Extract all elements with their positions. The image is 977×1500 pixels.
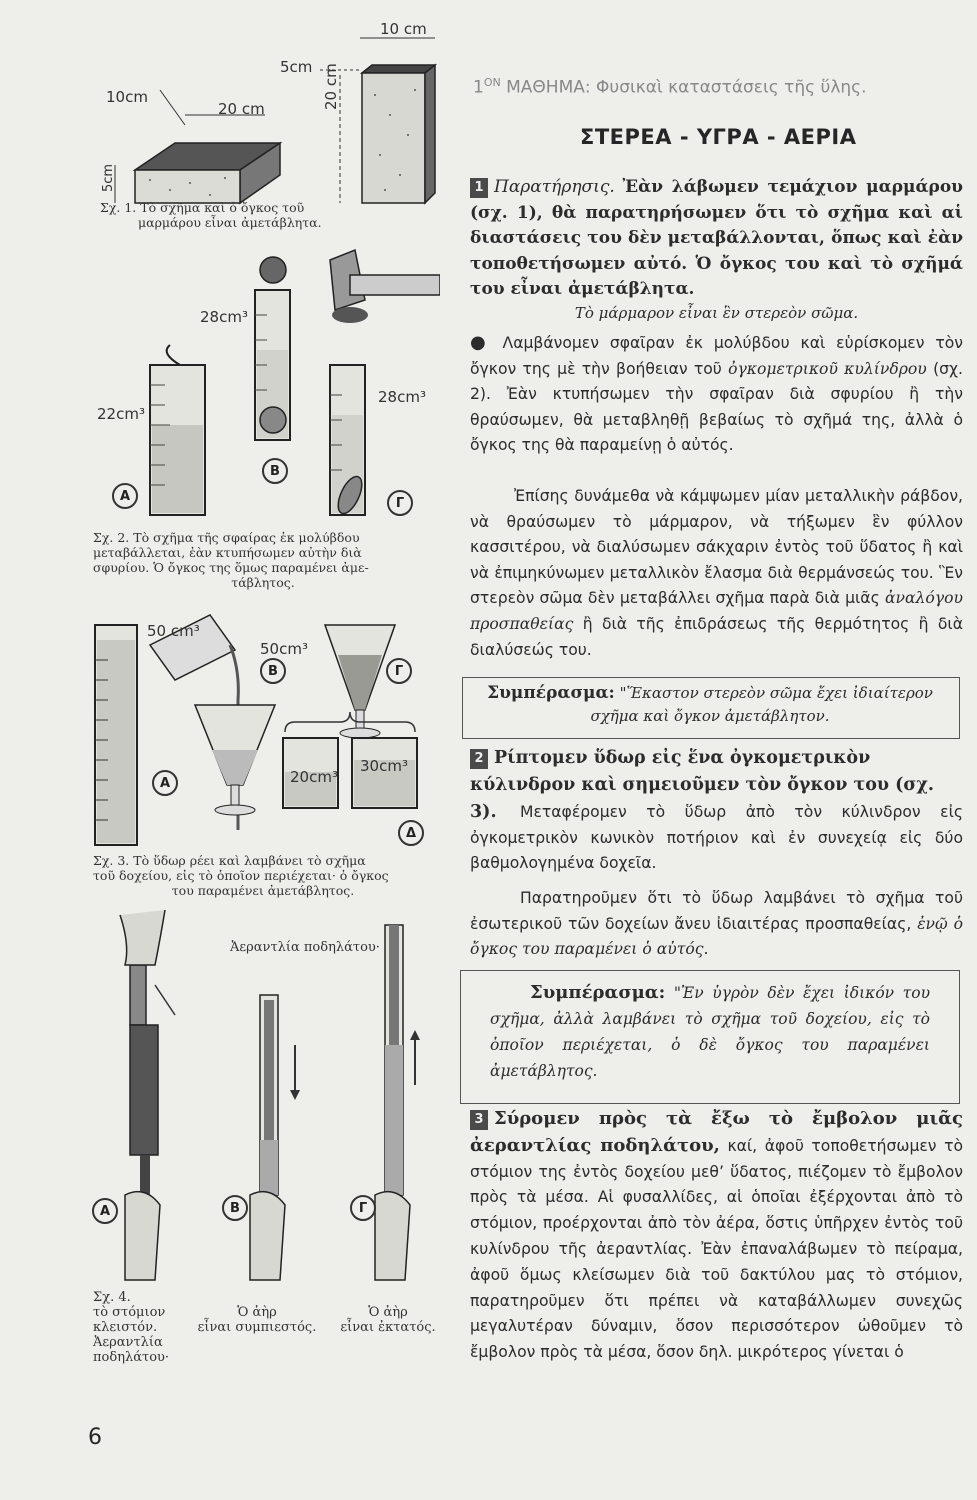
fig4-cap-line5: ποδηλάτου· [93,1350,170,1365]
figure-1-marble-blocks [90,15,450,215]
fig4-cap-line2: τὸ στόμιον [93,1305,166,1320]
section-3-heading: Σύρομεν πρὸς τὰ ἔξω τὸ ἔμβολον μιᾶς ἀεραντλίας ποδηλάτου, [470,1108,963,1156]
label-g-fig4: Γ [350,1195,376,1221]
fig4-cap-line3: κλειστόν. [93,1320,158,1335]
figure-1-caption [100,200,400,230]
volume-30cm3: 30cm³ [360,757,408,775]
figure-4-title: Ἀεραντλία ποδηλάτου· [230,940,380,955]
volume-22cm3: 22cm³ [97,405,145,423]
dim-10cm-top: 10 cm [380,20,427,38]
lead-sphere-text-a: Λαμβάνομεν σφαῖραν ἐκ μολύβδου καὶ εὑρίσκομεν τὸν ὄγκον της μὲ τὴν βοήθειαν τοῦ [470,334,963,378]
figure-4-caption-a [93,1290,203,1365]
solid-body-text-c: ἢ διὰ τῆς ἐπιδράσεως τῆς θερμότητος ἢ διὰ διαλύσεώς του. [470,614,963,659]
bullet-icon: ● [470,332,492,353]
dim-10cm-left: 10cm [106,88,148,106]
section-3-paragraph [470,1106,963,1366]
figure-3-caption-line3: του παραμένει ἀμετάβλητος. [171,883,355,898]
label-b-fig3: Β [260,658,286,684]
label-a-fig4: Α [92,1198,118,1224]
marble-solid-line [470,304,963,322]
lesson-number: 1 [473,77,484,98]
section-2-para-1: Μεταφέρομεν τὸ ὕδωρ ἀπὸ τὸν κύλινδρον εἰς ὀγκομετρικὸν κωνικὸν ποτήριον καὶ ἐν συνεχείᾳ εἰς δύο βαθμολογημένα δοχεῖα. [470,803,963,873]
figure-3-caption-line2: τοῦ δοχείου, εἰς τὸ ὁποῖον περιέχεται· ὁ ὄγκος [93,868,389,883]
dim-5cm-vertical: 5cm [101,163,116,192]
marble-solid-text: Τὸ μάρμαρον εἶναι ἓν στερεὸν σῶμα. [574,304,859,322]
conclusion-1 [475,682,945,728]
lesson-heading [473,76,867,98]
figure-1-caption-line1: Σχ. 1. Τὸ σχῆμα καὶ ὁ ὄγκος τοῦ [100,200,305,215]
fig4-cap-line1: Σχ. 4. [93,1290,131,1305]
section-2-para-2-b: ἐνῷ ὁ ὄγκος του παραμένει ὁ αὐτός. [470,914,963,959]
figure-1-caption-line2: μαρμάρου εἶναι ἀμετάβλητα. [138,215,322,230]
section-1-observation [470,175,963,303]
conclusion-2-text: "Ἐν ὑγρὸν δὲν ἔχει ἰδικόν του σχῆμα, ἀλλὰ λαμβάνει τὸ σχῆμα τοῦ δοχείου, εἰς τὸ ὁποῖον περιέχεται, ὁ δὲ ὄγκος του παραμένει ἀμετάβλητος. [490,984,930,1080]
figure-2-caption-line1: Σχ. 2. Τὸ σχῆμα τῆς σφαίρας ἐκ μολύβδου [93,530,360,545]
volume-20cm3: 20cm³ [290,768,338,786]
figure-2-caption [93,530,433,590]
conclusion-2-label: Συμπέρασμα: [530,982,666,1003]
figure-4-caption-b [192,1305,322,1335]
figure-4-bicycle-pumps [100,905,450,1290]
lead-sphere-text-b: ὀγκομετρικοῦ κυλίνδρου [728,359,927,378]
figure-3-water-containers [90,600,450,850]
label-a-fig3: Α [152,770,178,796]
section-3-number: 3 [470,1110,488,1130]
label-b-fig2: Β [262,458,288,484]
solid-body-paragraph [470,484,963,663]
figure-3-caption [93,853,433,898]
figure-3-caption-line1: Σχ. 3. Τὸ ὕδωρ ρέει καὶ λαμβάνει τὸ σχῆμα [93,853,366,868]
lead-sphere-paragraph [470,330,963,459]
volume-28cm3-g: 28cm³ [378,388,426,406]
section-2-number: 2 [470,749,488,769]
volume-50cm3-b: 50cm³ [260,640,308,658]
conclusion-1-label: Συμπέρασμα: [487,683,615,703]
dim-5cm: 5cm [280,58,313,76]
page-number: 6 [88,1425,102,1450]
figure-2-caption-line4: τάβλητος. [231,575,295,590]
lead-sphere-text-c: (σχ. 2). Ἐὰν κτυπήσωμεν τὴν σφαῖραν διὰ σφυρίου ἢ τὴν θραύσωμεν, θὰ μεταβληθῇ βεβαίως τὸ σχῆμά της, ἀλλὰ ὁ ὄγκος της θὰ παραμείνῃ ὁ αὐτός. [470,359,963,455]
conclusion-2 [490,980,930,1084]
lesson-superscript: ΟΝ [483,76,501,89]
fig4-cap-line4: Ἀεραντλία [93,1335,163,1350]
label-g-fig2: Γ [387,490,413,516]
figure-2-caption-line3: σφυρίου. Ὁ ὄγκος της ὅμως παραμένει ἀμε- [93,560,369,575]
observation-text: Ἐὰν λάβωμεν τεμάχιον μαρμάρου (σχ. 1), θὰ παρατηρήσωμεν ὅτι τὸ σχῆμα καὶ αἱ διαστάσεις του δὲν μεταβάλλονται, ὅπως καὶ ἐὰν τοποθετήσωμεν αὐτό. Ὁ ὄγκος του καὶ τὸ σχῆμά του εἶναι ἀμετάβλητα. [470,177,963,300]
label-d-fig3: Δ [398,820,424,846]
solid-body-text-a: Ἐπίσης δυνάμεθα νὰ κάμψωμεν μίαν μεταλλικὴν ράβδον, νὰ θραύσωμεν τὸ μάρμαρον, νὰ τήξωμεν ἓν φύλλον κασσιτέρου, νὰ διαλύσωμεν σάκχαριν ἐντὸς τοῦ ὕδατος ἢ καὶ νὰ ἐπιμηκύνωμεν μεταλλικὸν ἔλασμα διὰ θερμάνσεώς του. Ἓν στερεὸν σῶμα δὲν μεταβάλλει σχῆμα παρὰ διὰ μιᾶς [470,487,963,608]
figure-2-caption-line2: μεταβάλλεται, ἐὰν κτυπήσωμεν αὐτὴν διὰ [93,545,362,560]
section-3-text: καί, ἀφοῦ τοποθετήσωμεν τὸ στόμιον της ἐντὸς δοχείου μεθ’ ὕδατος, πιέζομεν τὸ ἔμβολον πρὸς τὰ μέσα. Αἱ φυσαλλίδες, αἱ ὁποῖαι ἐξέρχονται ἀπὸ τὸ στόμιον, προέρχονται ἀπὸ τὸν ἀέρα, ὅστις ὑπῆρχεν ἐντὸς τοῦ κυλίνδρου τῆς ἀεραντλίας. Ἐὰν ἐπαναλάβωμεν τὸ πείραμα, ἀφοῦ ὅμως κλείσωμεν διὰ τοῦ δακτύλου μας τὸ στόμιον, παρατηροῦμεν ὅτι πρέπει νὰ καταβάλλωμεν συνεχῶς μεγαλυτέραν δύναμιν, ὅσον περισσότερον ὠθοῦμεν τὸ ἔμβολον πρὸς τὰ μέσα, ὅσον δηλ. μικρότερος γίνεται ὁ [470,1136,963,1362]
section-2-heading-text: Ρίπτομεν ὕδωρ εἰς ἕνα ὀγκομετρικὸν κύλινδρον καὶ σημειοῦμεν τὸν ὄγκον του (σχ. 3). [470,748,934,822]
label-g-fig3: Γ [386,658,412,684]
conclusion-1-text: "Ἕκαστον στερεὸν σῶμα ἔχει ἰδιαίτερον σχῆμα καὶ ὄγκον ἀμετάβλητον. [590,684,933,725]
section-2-para-2-a: Παρατηροῦμεν ὅτι τὸ ὕδωρ λαμβάνει τὸ σχῆμα τοῦ ἐσωτερικοῦ τῶν δοχείων ἄνευ ἰδιαιτέρας προσπαθείας, [470,889,963,933]
lesson-title: ΜΑΘΗΜΑ: Φυσικαὶ καταστάσεις τῆς ὕλης. [506,77,867,98]
observation-label: Παρατήρησις. [494,177,615,197]
fig4-cap-g1: Ὁ ἀὴρ [368,1305,408,1320]
section-2-para-2 [470,886,963,963]
volume-50cm3-a: 50 cm³ [147,622,200,640]
volume-28cm3-b: 28cm³ [200,308,248,326]
solid-body-text-b: ἀναλόγου προσπαθείας [470,589,963,633]
figure-4-caption-g [328,1305,448,1335]
dim-20cm: 20 cm [218,100,265,118]
section-1-number: 1 [470,178,488,198]
label-a-fig2: Α [112,483,138,509]
page-title: ΣΤΕΡΕΑ - ΥΓΡΑ - ΑΕΡΙΑ [580,125,857,149]
fig4-cap-b2: εἶναι συμπιεστός. [197,1320,317,1335]
fig4-cap-b1: Ὁ ἀὴρ [237,1305,277,1320]
fig4-cap-g2: εἶναι ἐκτατός. [340,1320,436,1335]
label-b-fig4: Β [222,1195,248,1221]
dim-20cm-vertical: 20 cm [322,63,340,110]
